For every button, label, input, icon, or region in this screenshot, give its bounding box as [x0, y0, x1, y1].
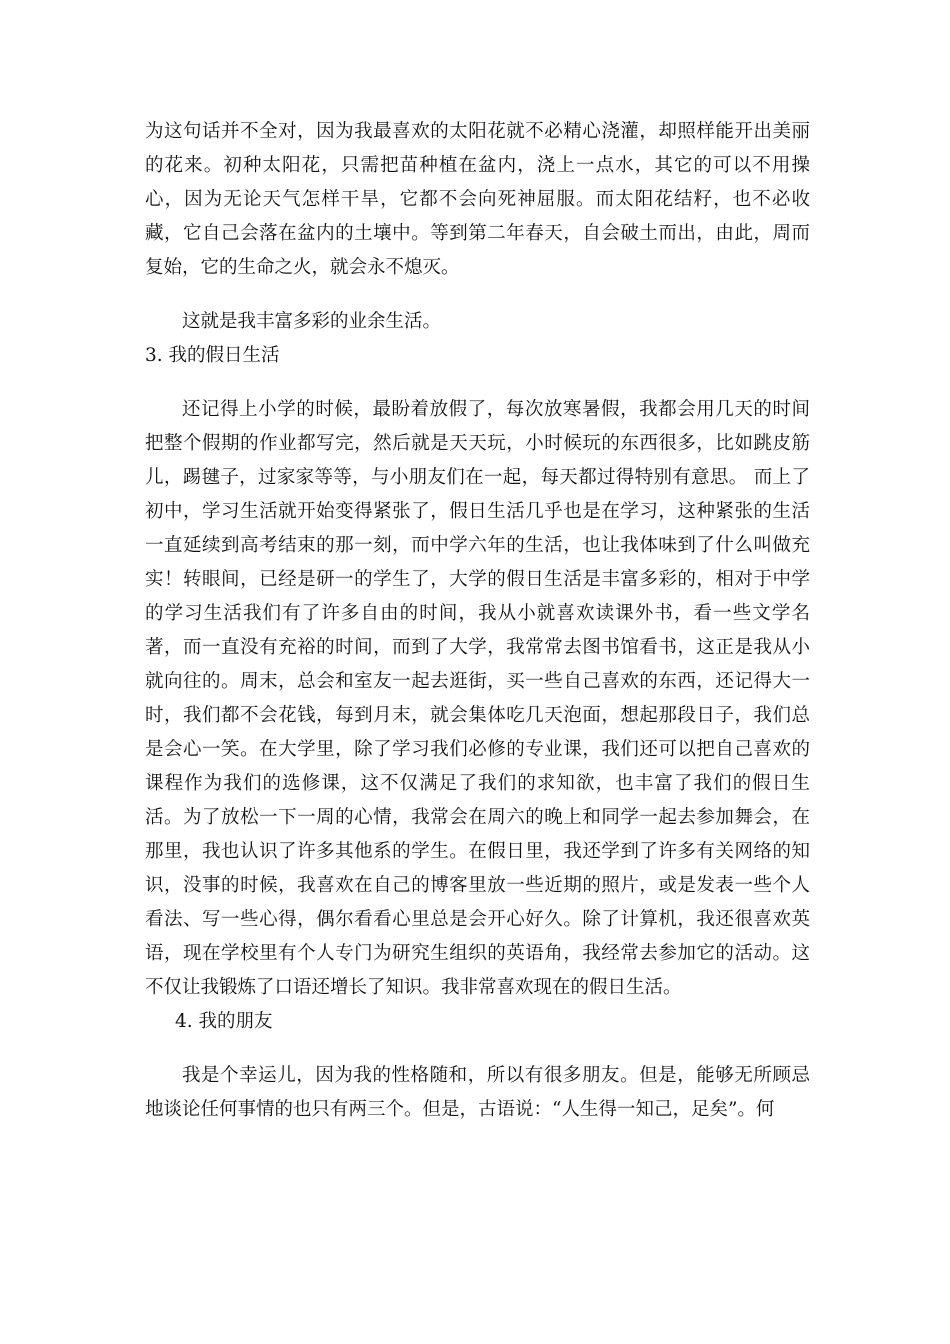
paragraph-hobby-summary: 这就是我丰富多彩的业余生活。 [182, 311, 442, 332]
document-page [145, 115, 810, 1127]
paragraph-holiday-life: 还记得上小学的时候，最盼着放假了，每次放寒暑假，我都会用几天的时间把整个假期的作业都写完，然后就是天天玩，小时候玩的东西很多，比如跳皮筋儿，踢毽子，过家家等等，与小朋友们在一起，每天都过得特别有意思。 而上了初中，学习生活就开始变得紧张了，假日生活几乎也是在学习，这种紧张的生活一直延续到高考结束的那一刻，而中学六年的生活，也让我体味到了什么叫做充实！转眼间，已经是研一的学生了，大学的假日生活是丰富多彩的，相对于中学的学习生活我们有了许多自由的时间，我从小就喜欢读课外书，看一些文学名著，而一直没有充裕的时间，而到了大学，我常常去图书馆看书，这正是我从小就向往的。周末，总会和室友一起去逛街，买一些自己喜欢的东西，还记得大一时，我们都不会花钱，每到月末，就会集体吃几天泡面，想起那段日子，我们总是会心一笑。在大学里，除了学习我们必修的专业课，我们还可以把自己喜欢的课程作为我们的选修课，这不仅满足了我们的求知欲，也丰富了我们的假日生活。为了放松一下一周的心情，我常会在周六的晚上和同学一起去参加舞会，在那里，我也认识了许多其他系的学生。在假日里，我还学到了许多有关网络的知识，没事的时候，我喜欢在自己的博客里放一些近期的照片，或是发表一些个人看法、写一些心得，偶尔看看心里总是会开心好久。除了计算机，我还很喜欢英语，现在学校里有个人专门为研究生组织的英语角，我经常去参加它的活动。这不仅让我锻炼了口语还增长了知识。我非常喜欢现在的假日生活。 [145, 399, 810, 998]
paragraph-my-friends: 我是个幸运儿，因为我的性格随和，所以有很多朋友。但是，能够无所顾忌地谈论任何事情的也只有两三个。但是，古语说：“人生得一知己，足矣”。何 [145, 1065, 810, 1120]
paragraph-sunflower: 为这句话并不全对，因为我最喜欢的太阳花就不必精心浇灌，却照样能开出美丽的花来。初种太阳花，只需把苗种植在盆内，浇上一点水，其它的可以不用操心，因为无论天气怎样干旱，它都不会向死神屈服。而太阳花结籽，也不必收藏，它自己会落在盆内的土壤中。等到第二年春天，自会破土而出，由此，周而复始，它的生命之火，就会永不熄灭。 [145, 121, 810, 278]
section-heading-holiday-life: 3. 我的假日生活 [145, 345, 280, 366]
section-heading-my-friends: 4. 我的朋友 [175, 1011, 273, 1032]
